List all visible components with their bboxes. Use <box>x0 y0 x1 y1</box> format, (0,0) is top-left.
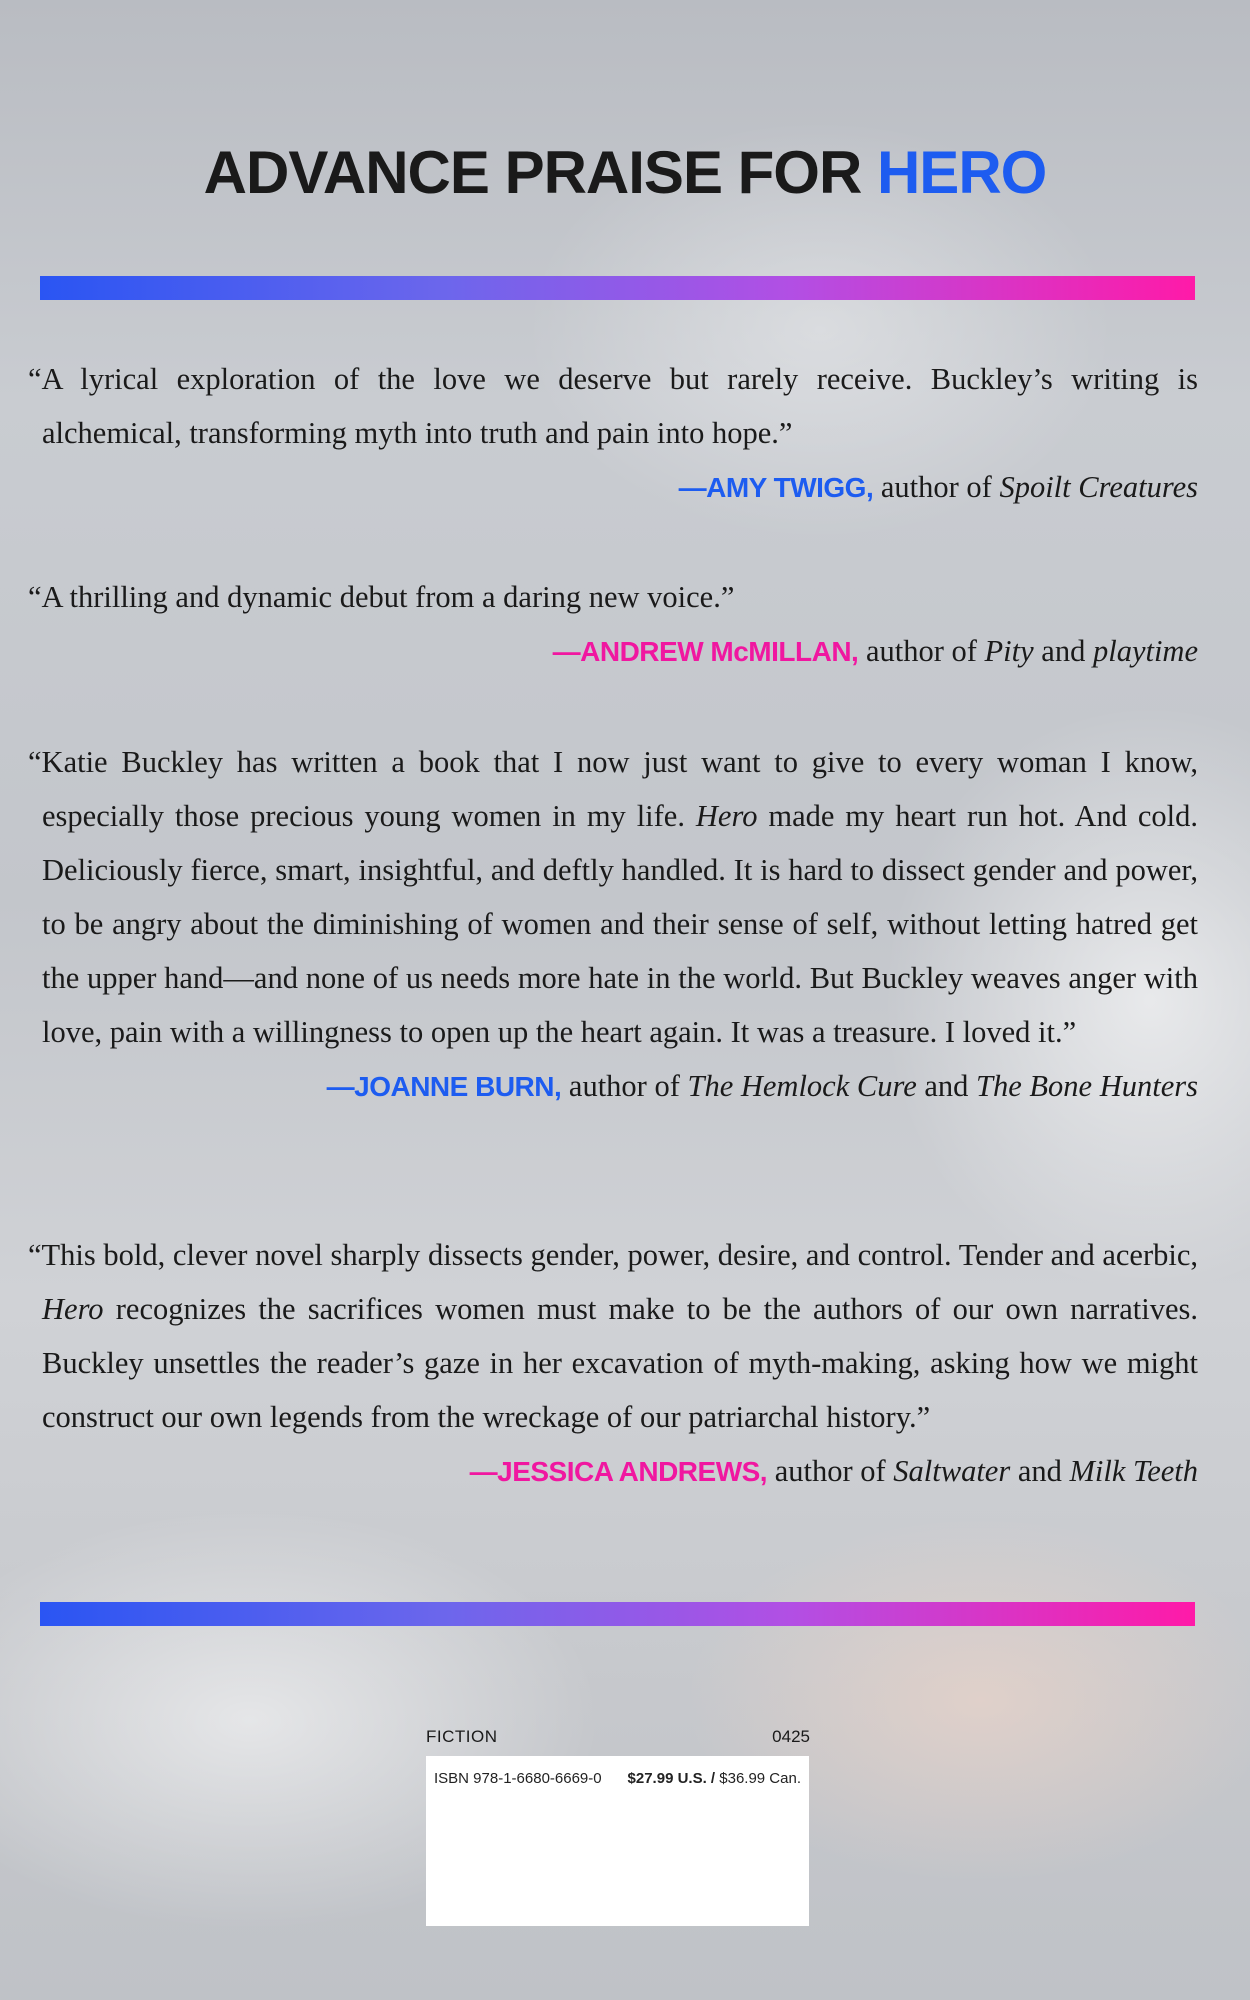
isbn-label: ISBN 978-1-6680-6669-0 <box>434 1770 602 1787</box>
author-name: —JESSICA ANDREWS, <box>469 1456 768 1487</box>
quote-text: “This bold, clever novel sharply dissects gender, power, desire, and control. Tender and acerbic, Hero recognizes the sacrifices women must make to be the authors of our own narratives. Buckley unsettles the reader’s gaze in her excavation of myth-making, asking how we might construct our own legends from the wreckage of our patriarchal history.” <box>28 1238 1199 1434</box>
praise-quote <box>28 1228 1198 1499</box>
gradient-divider-top <box>40 276 1195 300</box>
author-name: —ANDREW McMILLAN, <box>552 636 859 667</box>
author-name: —AMY TWIGG, <box>678 472 874 503</box>
title-prefix: ADVANCE PRAISE FOR <box>203 139 862 206</box>
praise-quote <box>28 570 1198 679</box>
title-accent: HERO <box>876 139 1047 206</box>
quote-text: “A lyrical exploration of the love we deserve but rarely receive. Buckley’s writing is alchemical, transforming myth into truth and pain into hope.” <box>28 362 1198 450</box>
work-title: Spoilt Creatures <box>999 470 1198 504</box>
quote-attribution: —JOANNE BURN, author of The Hemlock Cure and The Bone Hunters <box>326 1069 1198 1103</box>
quote-text: “A thrilling and dynamic debut from a daring new voice.” <box>28 580 735 614</box>
work-title: Pity <box>984 634 1034 668</box>
author-name: —JOANNE BURN, <box>326 1071 562 1102</box>
work-title: playtime <box>1092 634 1198 668</box>
work-title: The Bone Hunters <box>976 1069 1198 1103</box>
quote-attribution: —AMY TWIGG, author of Spoilt Creatures <box>678 470 1198 504</box>
quote-text: “Katie Buckley has written a book that I now just want to give to every woman I know, especially those precious young women in my life. Hero made my heart run hot. And cold. Deliciously fierce, smart, insightful, and deftly handled. It is hard to dissect gender and power, to be angry about the diminishing of women and their sense of self, without letting hatred get the upper hand—and none of us needs more hate in the world. But Buckley weaves anger with love, pain with a willingness to open up the heart again. It was a treasure. I loved it.” <box>28 745 1199 1049</box>
work-title: Saltwater <box>893 1454 1011 1488</box>
praise-quote <box>28 735 1198 1114</box>
quote-attribution: —ANDREW McMILLAN, author of Pity and playtime <box>552 634 1198 668</box>
work-title: The Hemlock Cure <box>687 1069 917 1103</box>
praise-quote <box>28 352 1198 515</box>
print-code: 0425 <box>772 1727 810 1746</box>
gradient-divider-bottom <box>40 1602 1195 1626</box>
work-title: Milk Teeth <box>1069 1454 1198 1488</box>
page-title <box>0 138 1250 208</box>
barcode-box <box>426 1756 809 1926</box>
price-label: $27.99 U.S. / $36.99 Can. <box>627 1770 801 1787</box>
category-label: FICTION <box>426 1727 498 1746</box>
quote-attribution: —JESSICA ANDREWS, author of Saltwater and Milk Teeth <box>469 1454 1198 1488</box>
